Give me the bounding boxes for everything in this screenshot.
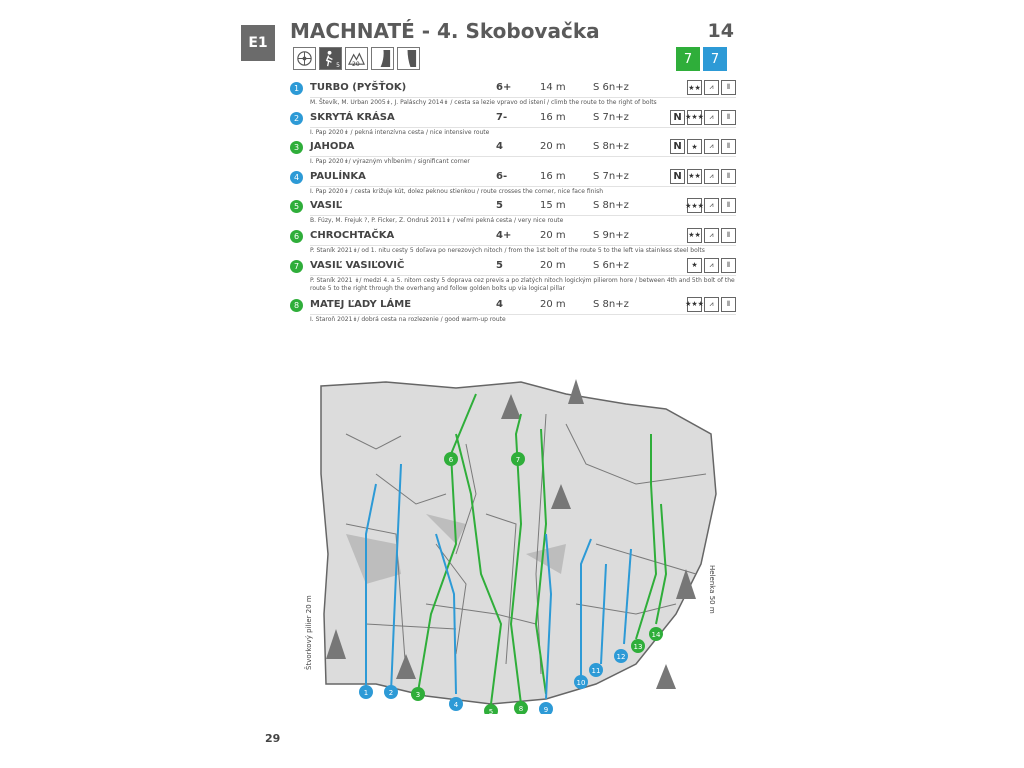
route-description: I. Pap 2020↡/ výrazným vhĺbením / significant corner (310, 156, 736, 166)
route-grade: 6- (496, 170, 508, 182)
route-name: PAULÍNKA (310, 170, 366, 182)
route-bolts: S 6n+z (593, 259, 629, 271)
page-number: 29 (265, 732, 281, 745)
route-number-badge: 8 (290, 299, 303, 312)
route-grade: 4 (496, 141, 503, 153)
route-description: I. Staroň 2021↡/ dobrá cesta na rozlezenie / good warm-up route (310, 314, 736, 324)
route-grade: 5 (496, 200, 503, 212)
map-route-marker-label: 11 (591, 667, 601, 675)
sector-code: E1 (248, 35, 268, 51)
map-route-marker-label: 10 (576, 679, 586, 687)
route-number-badge: 7 (290, 260, 303, 273)
star-rating-icon: ★★★ (687, 110, 702, 125)
map-route-marker (574, 675, 588, 689)
map-route-marker-label: 8 (518, 705, 524, 713)
map-route-marker-label: 3 (415, 691, 421, 699)
route-number-badge: 3 (290, 141, 303, 154)
new-route-icon: N (670, 169, 685, 184)
sector-info-icons (293, 47, 420, 70)
route-number-badge: 1 (290, 82, 303, 95)
route-length: 20 m (540, 298, 566, 310)
map-route-marker-label: 4 (453, 701, 459, 709)
climbing-style-icon: ⩘ (704, 198, 719, 213)
bolt-type-icon: ⫴ (721, 110, 736, 125)
route-description: P. Staník 2021↡/ od 1. nitu cesty 5 doľava po nerezových nitoch / from the 1st bolt of the route 5 to the left via stainless steel bolts (310, 245, 736, 255)
compass-icon (293, 47, 316, 70)
route-number-badge: 5 (290, 200, 303, 213)
route-grade: 4+ (496, 229, 512, 241)
page-title: MACHNATÉ - 4. Skobovačka (290, 19, 600, 43)
route-name: CHROCHTAČKA (310, 229, 395, 241)
topo-map (306, 374, 726, 714)
route-icons (687, 198, 736, 213)
route-description: I. Pap 2020↡ / pekná intenzívna cesta / nice intensive route (310, 127, 736, 137)
route-bolts: S 8n+z (593, 141, 629, 153)
star-rating-icon: ★★★ (687, 297, 702, 312)
slab-wall-icon (397, 47, 420, 70)
altitude-label: 20 (352, 61, 360, 68)
bolt-type-icon: ⫴ (721, 258, 736, 273)
bolt-type-icon: ⫴ (721, 198, 736, 213)
route-name: MATEJ ĽADY LÁME (310, 298, 412, 310)
new-route-icon: N (670, 139, 685, 154)
map-route-marker (511, 452, 525, 466)
bolt-type-icon: ⫴ (721, 169, 736, 184)
climbing-style-icon: ⩘ (704, 80, 719, 95)
route-count-badges (676, 47, 727, 71)
route-length: 16 m (540, 111, 566, 123)
route-row (290, 139, 736, 169)
right-neighbour-label: Helenka 50 m (708, 565, 716, 614)
route-list (290, 80, 736, 326)
route-row (290, 258, 736, 297)
climbing-style-icon: ⩘ (704, 258, 719, 273)
route-icons (670, 139, 736, 154)
map-route-marker (514, 701, 528, 714)
map-route-marker-label: 9 (543, 706, 549, 714)
route-icons (687, 258, 736, 273)
vertical-wall-icon (371, 47, 394, 70)
route-number-badge: 4 (290, 171, 303, 184)
route-icons (670, 110, 736, 125)
route-number-badge: 6 (290, 230, 303, 243)
route-total: 14 (707, 20, 734, 42)
map-route-marker-label: 2 (388, 689, 394, 697)
climbing-style-icon: ⩘ (704, 297, 719, 312)
bolt-type-icon: ⫴ (721, 80, 736, 95)
route-icons (687, 228, 736, 243)
route-grade: 5 (496, 259, 503, 271)
route-row (290, 169, 736, 199)
climbing-style-icon: ⩘ (704, 110, 719, 125)
map-route-marker-label: 5 (488, 708, 494, 714)
route-length: 15 m (540, 200, 566, 212)
map-route-marker-label: 13 (633, 643, 643, 651)
route-row (290, 297, 736, 327)
left-neighbour-label: Štvorkový pilier 20 m (305, 595, 313, 670)
route-description: P. Staník 2021 ↡/ medzi 4. a 5. nitom cesty 5 doprava cez previs a po zlatých nitoch logickým pilierom hore / between 4th and 5th bolt of the route 5 to the right through the overhang and follow golden bolts up via logical pillar (310, 276, 735, 292)
map-route-marker (614, 649, 628, 663)
route-description: I. Pap 2020↡ / cesta križuje kút, dolez peknou stienkou / route crosses the corner, nice face finish (310, 186, 736, 196)
route-row (290, 198, 736, 228)
route-name: VASIĽ (310, 200, 343, 212)
bolt-type-icon: ⫴ (721, 228, 736, 243)
climbing-style-icon: ⩘ (704, 228, 719, 243)
bolt-type-icon: ⫴ (721, 297, 736, 312)
map-route-marker-label: 6 (448, 456, 454, 464)
route-name: TURBO (PYŠŤOK) (310, 82, 407, 93)
star-rating-icon: ★ (687, 258, 702, 273)
altitude-icon (345, 47, 368, 70)
route-bolts: S 8n+z (593, 200, 629, 212)
map-route-marker-label: 1 (363, 689, 369, 697)
route-bolts: S 7n+z (593, 111, 629, 123)
route-icons (687, 297, 736, 312)
star-rating-icon: ★★★ (687, 198, 702, 213)
route-bolts: S 8n+z (593, 298, 629, 310)
star-rating-icon: ★ (687, 139, 702, 154)
map-route-marker (359, 685, 373, 699)
route-grade: 4 (496, 298, 503, 310)
green-route-count: 7 (676, 47, 700, 71)
route-name: SKRYTÁ KRÁSA (310, 111, 395, 123)
approach-time-label: 5 (336, 62, 340, 69)
route-name: VASIĽ VASIĽOVIČ (310, 259, 405, 271)
route-length: 20 m (540, 259, 566, 271)
topo-svg (306, 374, 726, 714)
route-length: 14 m (540, 82, 566, 93)
route-bolts: S 7n+z (593, 170, 629, 182)
map-route-marker (589, 663, 603, 677)
map-route-marker (449, 697, 463, 711)
route-grade: 7- (496, 111, 508, 123)
new-route-icon: N (670, 110, 685, 125)
route-length: 20 m (540, 229, 566, 241)
climbing-style-icon: ⩘ (704, 139, 719, 154)
map-route-marker-label: 12 (616, 653, 626, 661)
star-rating-icon: ★★ (687, 80, 702, 95)
map-route-marker (411, 687, 425, 701)
map-route-marker (539, 702, 553, 714)
map-route-marker (484, 704, 498, 714)
map-route-marker-label: 14 (651, 631, 661, 639)
route-description: B. Fúzy, M. Frejuk ?, P. Ficker, Z. Ondruš 2011↡ / veľmi pekná cesta / very nice route (310, 215, 736, 225)
approach-time-icon (319, 47, 342, 70)
route-length: 16 m (540, 170, 566, 182)
bolt-type-icon: ⫴ (721, 139, 736, 154)
map-route-marker (444, 452, 458, 466)
route-bolts: S 6n+z (593, 82, 629, 93)
route-name: JAHODA (310, 141, 355, 153)
route-icons (687, 80, 736, 95)
map-route-marker (649, 627, 663, 641)
route-icons (670, 169, 736, 184)
route-length: 20 m (540, 141, 566, 153)
route-row (290, 228, 736, 258)
route-row (290, 110, 736, 140)
climbing-style-icon: ⩘ (704, 169, 719, 184)
map-route-marker (631, 639, 645, 653)
map-route-marker (384, 685, 398, 699)
blue-route-count: 7 (703, 47, 727, 71)
sector-code-tag (241, 25, 275, 61)
route-description: M. Števík, M. Urban 2005↡, J. Paláschy 2014↡ / cesta sa lezie vpravo od istení / climb the route to the right of bolts (310, 97, 736, 107)
route-grade: 6+ (496, 82, 512, 93)
star-rating-icon: ★★ (687, 228, 702, 243)
star-rating-icon: ★★ (687, 169, 702, 184)
route-bolts: S 9n+z (593, 229, 629, 241)
map-route-marker-label: 7 (515, 456, 521, 464)
route-number-badge: 2 (290, 112, 303, 125)
route-row (290, 80, 736, 110)
